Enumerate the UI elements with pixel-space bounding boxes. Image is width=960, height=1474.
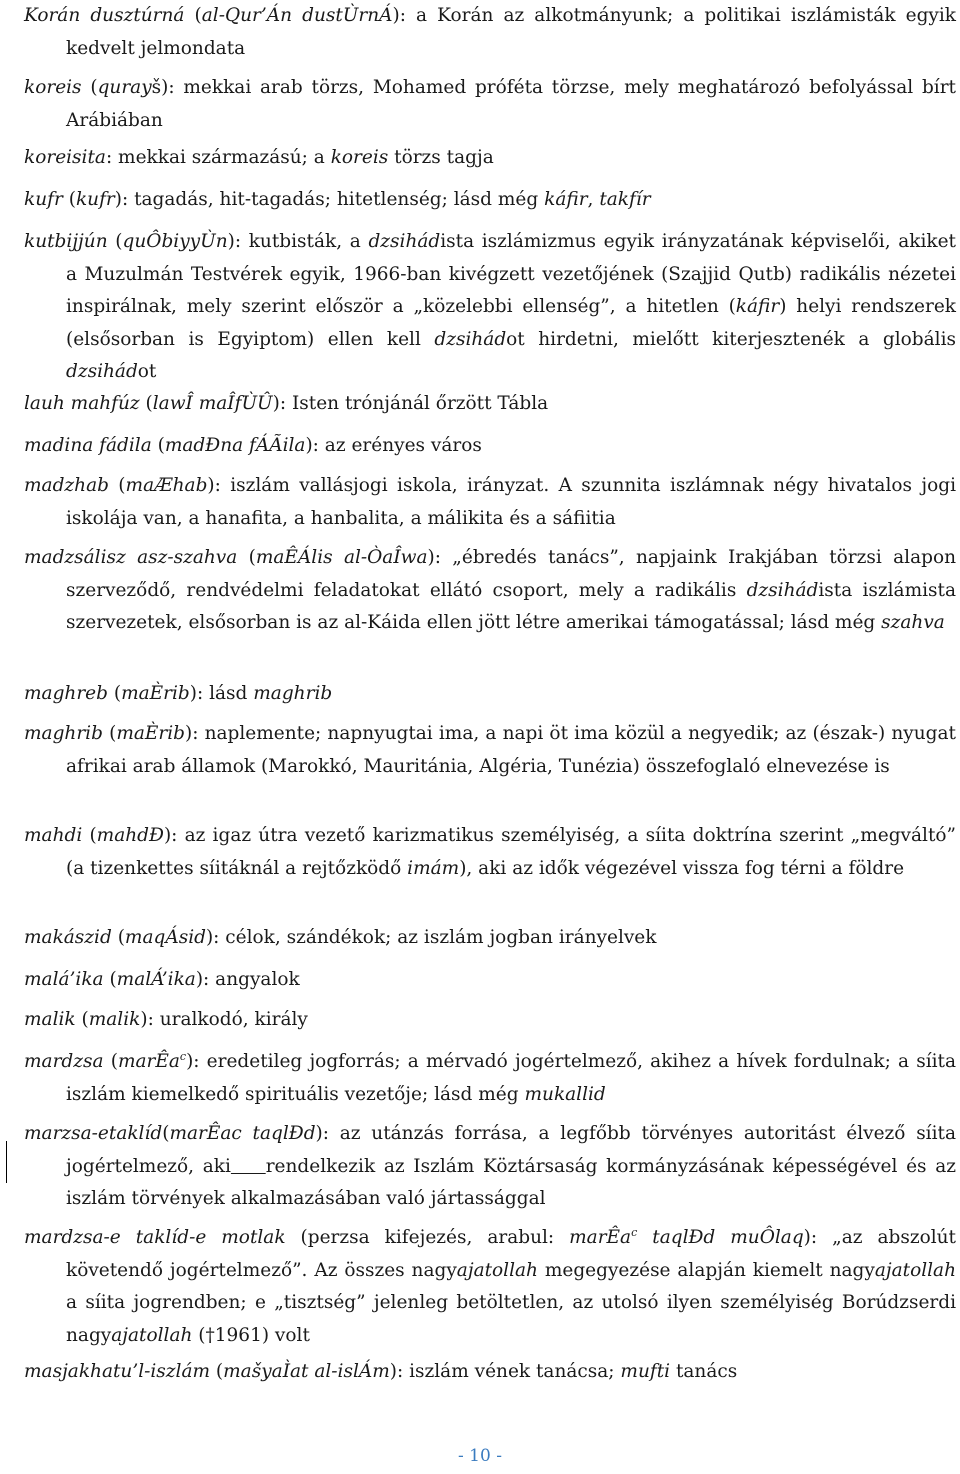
- glossary-entry: kutbijjún (quÔbiyyÙn): kutbisták, a dzsihádista iszlámizmus egyik irányzatának képviselői, akiket a Muzulmán Testvérek egyik, 1966-ban kivégzett vezetőjének (Szajjid Qutb) radikális nézetei inspirálnak, mely szerint először a „közelebbi ellenség”, a hitetlen (káfir) helyi rendszerek (elsősorban is Egyiptom) ellen kell dzsihádot hirdetni, mielőtt kiterjesztenék a globális dzsihádot: [24, 231, 956, 382]
- glossary-entry: malá’ika (malÁ’ika): angyalok: [24, 969, 300, 990]
- glossary-entry: koreisita: mekkai származású; a koreis törzs tagja: [24, 147, 494, 168]
- glossary-entry: maghreb (maÈrib): lásd maghrib: [24, 683, 333, 704]
- revision-bar: [6, 1141, 7, 1183]
- glossary-entry: mardzsa (marÊa$^c$): eredetileg jogforrás; a mérvadó jogértelmező, akihez a hívek fordulnak; a síita iszlám kiemelkedő spirituális vezetője; lásd még mukallid: [24, 1049, 956, 1105]
- glossary-entry: koreis (qurayš): mekkai arab törzs, Mohamed próféta törzse, mely meghatározó befolyással bírt Arábiában: [24, 77, 956, 131]
- page-number: - 10 -: [458, 1446, 502, 1466]
- glossary-entry: kufr (kufr): tagadás, hit-tagadás; hitetlenség; lásd még káfir, takfír: [24, 189, 651, 210]
- glossary-entry: madina fádila (madÐna fÁÃila): az erényes város: [24, 435, 482, 456]
- glossary-entry: malik (malik): uralkodó, király: [24, 1009, 308, 1030]
- glossary-entry: mardzsa-e taklíd-e motlak (perzsa kifejezés, arabul: marÊa$^c$ taqlÐd muÔlaq): „az abszolút követendő jogértelmező”. Az összes nagyajatollah megegyezése alapján kiemelt nagyajatollah a síita jogrendben; e „tisztség” jelenleg betöltetlen, az utolsó ilyen személyiség Borúdzserdi nagyajatollah (†1961) volt: [24, 1225, 957, 1346]
- glossary-entry: madzhab (maÆhab): iszlám vallásjogi iskola, irányzat. A szunnita iszlámnak négy hivatalos jogi iskolája van, a hanafita, a hanbalita, a málikita és a sáfiitia: [24, 475, 956, 529]
- glossary-entry: maghrib (maÈrib): naplemente; napnyugtai ima, a napi öt ima közül a negyedik; az (észak-) nyugat afrikai arab államok (Marokkó, Mauritánia, Algéria, Tunézia) összefoglaló elnevezése is: [24, 723, 956, 777]
- glossary-entry: makászid (maqÁsid): célok, szándékok; az iszlám jogban irányelvek: [24, 927, 657, 948]
- glossary-entry: Korán dusztúrná (al-Qur’Án dustÙrnÁ): a Korán az alkotmányunk; a politikai iszlámisták egyik kedvelt jelmondata: [24, 5, 956, 59]
- glossary-entry: madzsálisz asz-szahva (maÊÁlis al-ÒaÎwa): „ébredés tanács”, napjaink Irakjában törzsi alapon szerveződő, rendvédelmi feladatokat ellátó csoport, mely a radikális dzsihádista iszlámista szervezetek, elsősorban is az al-Káida ellen jött létre amerikai támogatással; lásd még szahva: [24, 547, 956, 633]
- glossary-entry: marzsa-etaklíd(marÊac taqlÐd): az utánzás forrása, a legfőbb törvényes autoritást élvező síita jogértelmező, aki rendelkezik az Iszlám Köztársaság kormányzásának képességével és az iszlám törvények alkalmazásában való jártassággal: [24, 1123, 957, 1209]
- glossary-entry: masjakhatu’l-iszlám (mašyaÌat al-islÁm): iszlám vének tanácsa; mufti tanács: [24, 1361, 738, 1382]
- glossary-entry: mahdi (mahdÐ): az igaz útra vezető karizmatikus személyiség, a síita doktrína szerint „megváltó” (a tizenkettes síitáknál a rejtőzködő imám), aki az idők végezével vissza fog térni a földre: [24, 825, 956, 879]
- glossary-entry: lauh mahfúz (lawÎ maÎfÙÛ): Isten trónjánál őrzött Tábla: [24, 393, 549, 414]
